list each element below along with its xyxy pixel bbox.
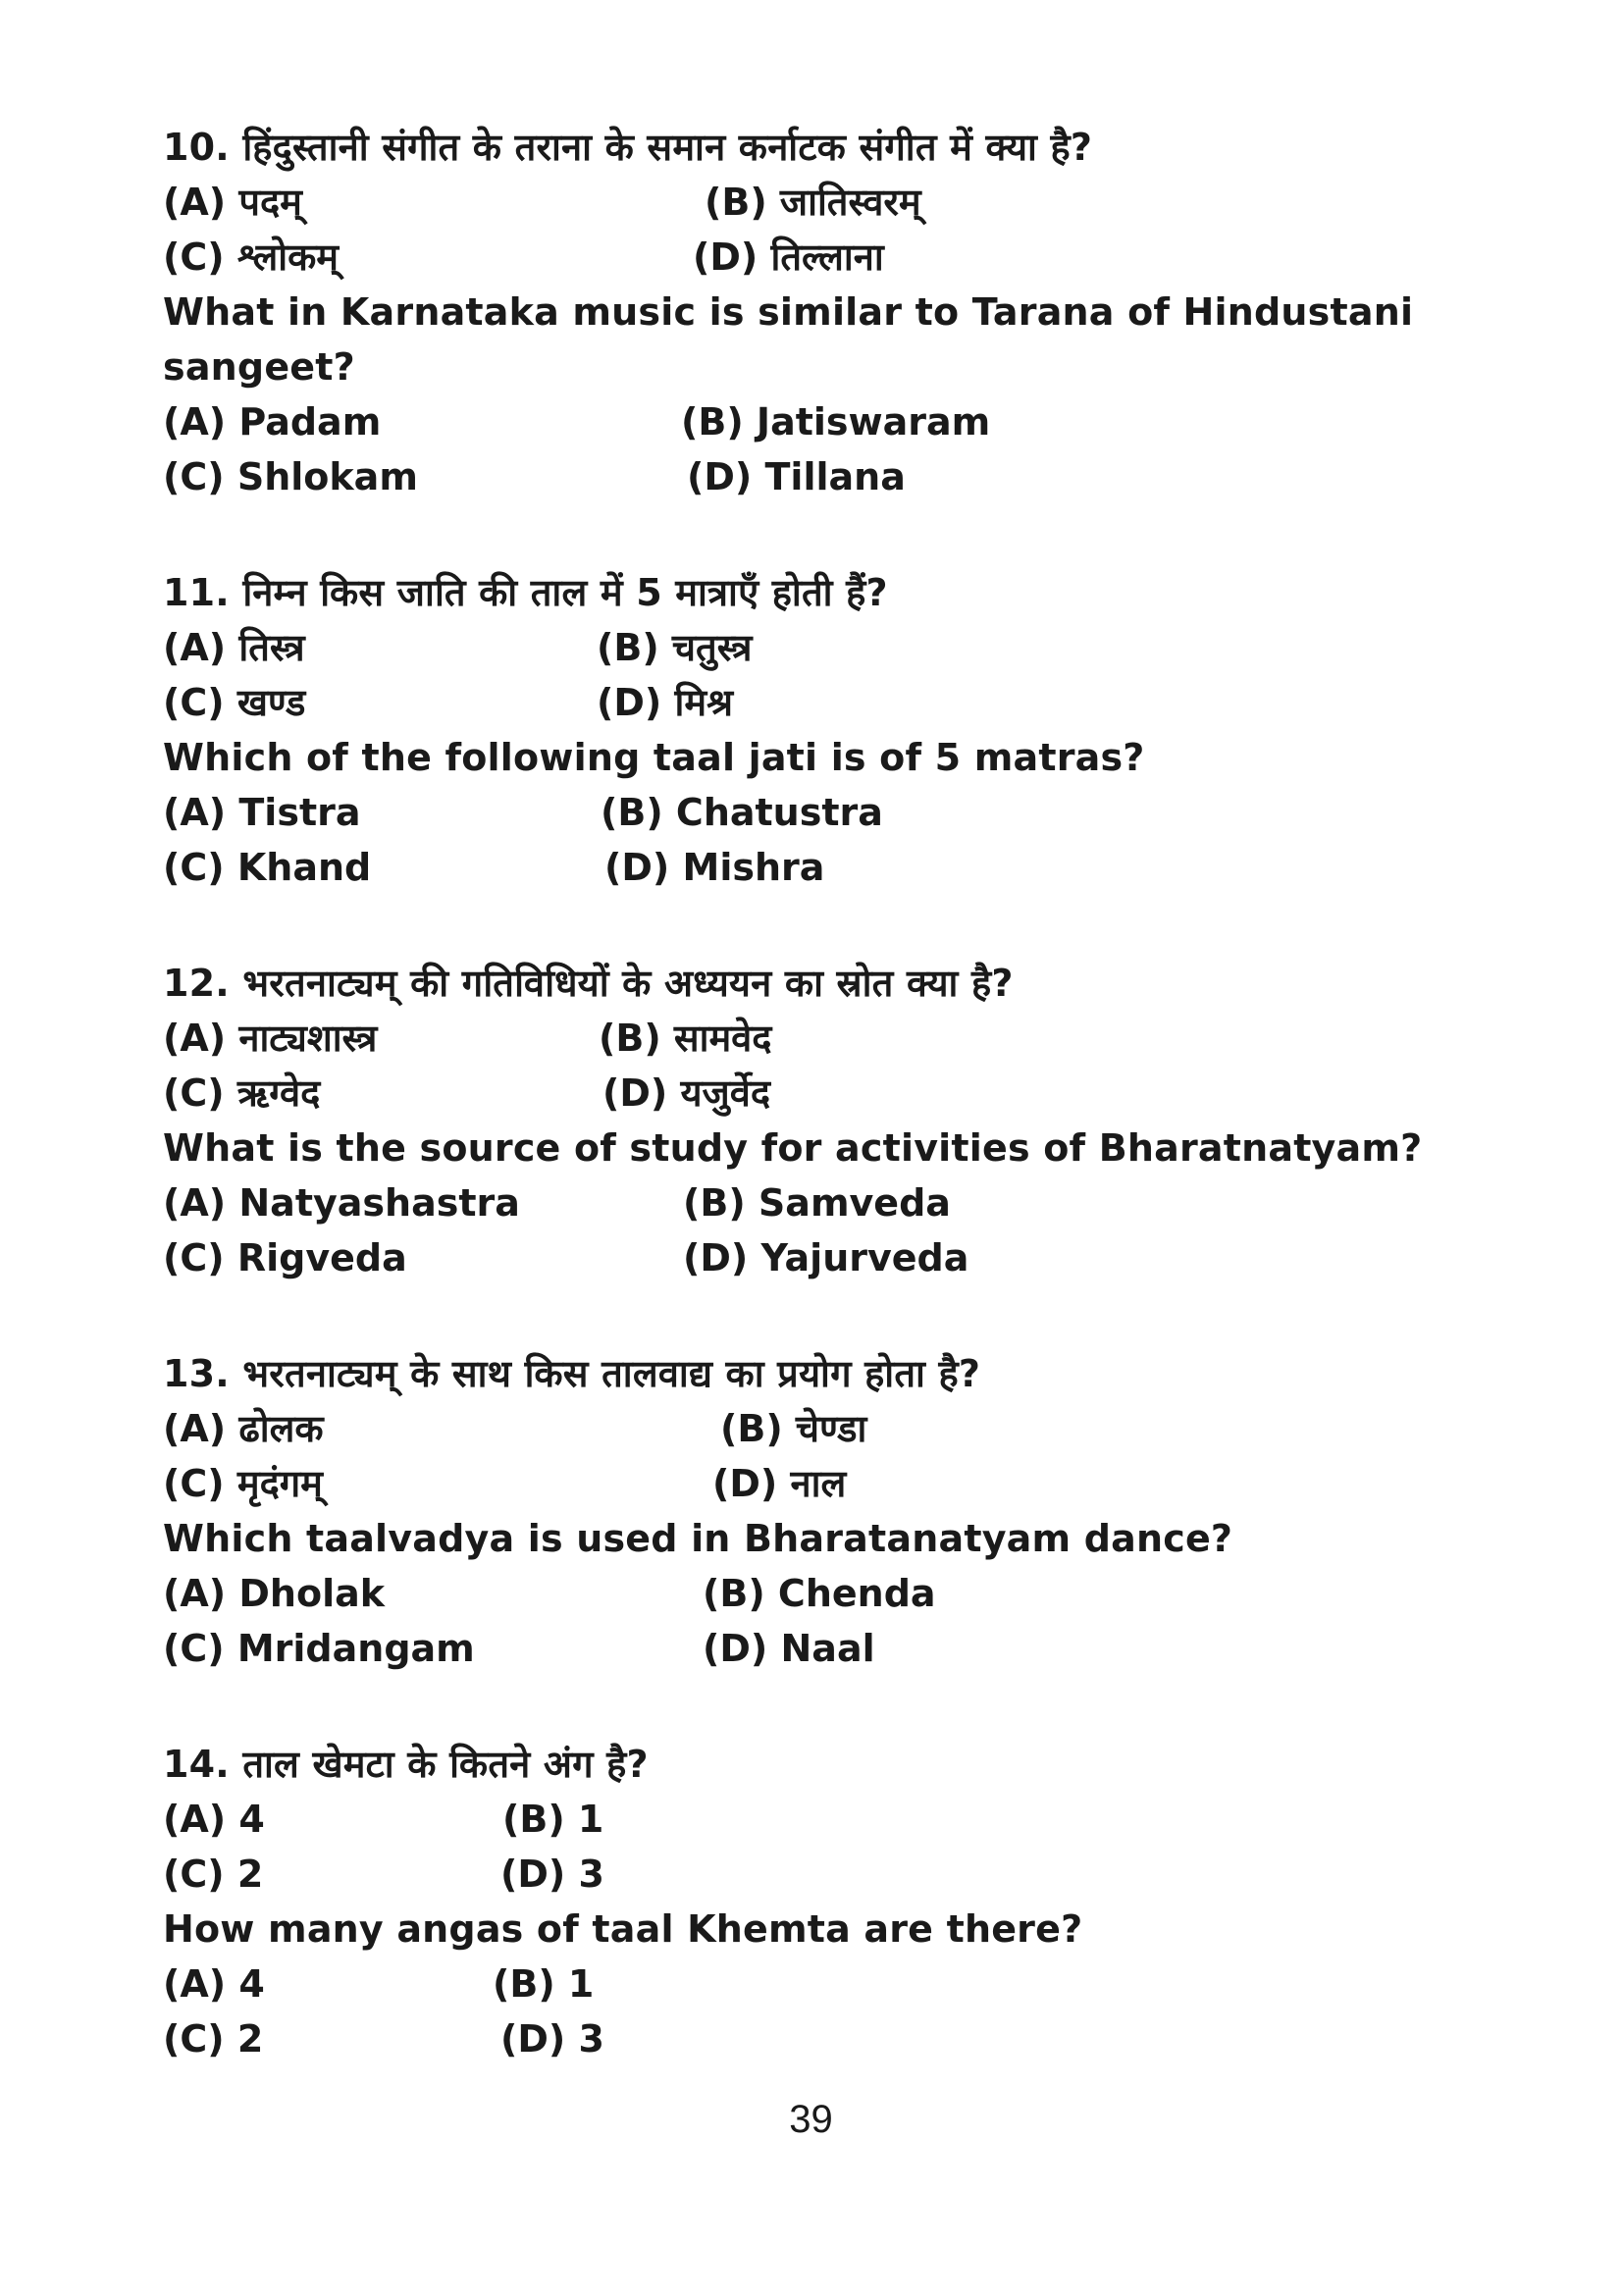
option-c-english: (C) Shlokam bbox=[163, 455, 418, 498]
question-hindi-text: 11. निम्न किस जाति की ताल में 5 मात्राएँ होती हैं? bbox=[163, 571, 888, 614]
option-d-english: (D) Mishra bbox=[604, 846, 825, 889]
question-english-text: Which of the following taal jati is of 5 matras? bbox=[163, 736, 1145, 779]
option-b-hindi: (B) 1 bbox=[502, 1798, 604, 1841]
option-c-english: (C) Khand bbox=[163, 846, 372, 889]
question-hindi-text: 12. भरतनाट्यम् की गतिविधियों के अध्ययन का स्रोत क्या है? bbox=[163, 962, 1014, 1005]
option-a-hindi: (A) 4 bbox=[163, 1798, 265, 1841]
option-b-hindi: (B) चेण्डा bbox=[720, 1407, 867, 1450]
option-b-hindi: (B) सामवेद bbox=[599, 1017, 772, 1060]
question-hindi-text: 10. हिंदुस्तानी संगीत के तराना के समान कर्नाटक संगीत में क्या है? bbox=[163, 126, 1093, 169]
option-b-english: (B) Chenda bbox=[703, 1572, 936, 1615]
option-d-hindi: (D) नाल bbox=[712, 1462, 847, 1505]
option-b-english: (B) Jatiswaram bbox=[681, 400, 991, 444]
option-a-hindi: (A) नाट्यशास्त्र bbox=[163, 1017, 378, 1060]
question-hindi-text: 14. ताल खेमटा के कितने अंग है? bbox=[163, 1743, 649, 1786]
option-c-hindi: (C) श्लोकम् bbox=[163, 235, 340, 279]
option-b-hindi: (B) चतुस्त्र bbox=[597, 626, 753, 669]
option-d-hindi: (D) मिश्र bbox=[597, 681, 733, 724]
option-c-hindi: (C) ऋग्वेद bbox=[163, 1071, 321, 1115]
option-c-hindi: (C) खण्ड bbox=[163, 681, 306, 724]
question-english-text: What is the source of study for activities of Bharatnatyam? bbox=[163, 1126, 1423, 1170]
option-c-english: (C) 2 bbox=[163, 2017, 264, 2061]
option-a-english: (A) Padam bbox=[163, 400, 382, 444]
option-b-english: (B) 1 bbox=[493, 1962, 595, 2006]
option-d-hindi: (D) 3 bbox=[500, 1852, 604, 1896]
page-number: 39 bbox=[789, 2098, 833, 2141]
option-d-english: (D) 3 bbox=[500, 2017, 604, 2061]
option-a-english: (A) Natyashastra bbox=[163, 1181, 520, 1225]
option-c-english: (C) Mridangam bbox=[163, 1627, 475, 1670]
question-hindi-text: 13. भरतनाट्यम् के साथ किस तालवाद्य का प्रयोग होता है? bbox=[163, 1352, 981, 1395]
question-english-text-continued: sangeet? bbox=[163, 345, 355, 389]
question-english-text: What in Karnataka music is similar to Tarana of Hindustani bbox=[163, 290, 1414, 334]
question-english-text: Which taalvadya is used in Bharatanatyam dance? bbox=[163, 1517, 1233, 1560]
option-b-hindi: (B) जातिस्वरम् bbox=[705, 181, 921, 224]
option-d-english: (D) Naal bbox=[703, 1627, 875, 1670]
option-a-english: (A) Tistra bbox=[163, 791, 361, 834]
option-b-english: (B) Chatustra bbox=[601, 791, 883, 834]
option-a-hindi: (A) पदम् bbox=[163, 181, 302, 224]
option-a-hindi: (A) ढोलक bbox=[163, 1407, 324, 1450]
option-d-english: (D) Tillana bbox=[687, 455, 906, 498]
question-english-text: How many angas of taal Khemta are there? bbox=[163, 1907, 1083, 1951]
option-d-hindi: (D) तिल्लाना bbox=[693, 235, 884, 279]
option-a-hindi: (A) तिस्त्र bbox=[163, 626, 305, 669]
option-d-hindi: (D) यजुर्वेद bbox=[602, 1071, 771, 1115]
option-d-english: (D) Yajurveda bbox=[683, 1236, 969, 1279]
option-a-english: (A) Dholak bbox=[163, 1572, 386, 1615]
option-a-english: (A) 4 bbox=[163, 1962, 265, 2006]
option-c-english: (C) Rigveda bbox=[163, 1236, 407, 1279]
option-c-hindi: (C) 2 bbox=[163, 1852, 264, 1896]
option-b-english: (B) Samveda bbox=[683, 1181, 951, 1225]
option-c-hindi: (C) मृदंगम् bbox=[163, 1462, 323, 1505]
